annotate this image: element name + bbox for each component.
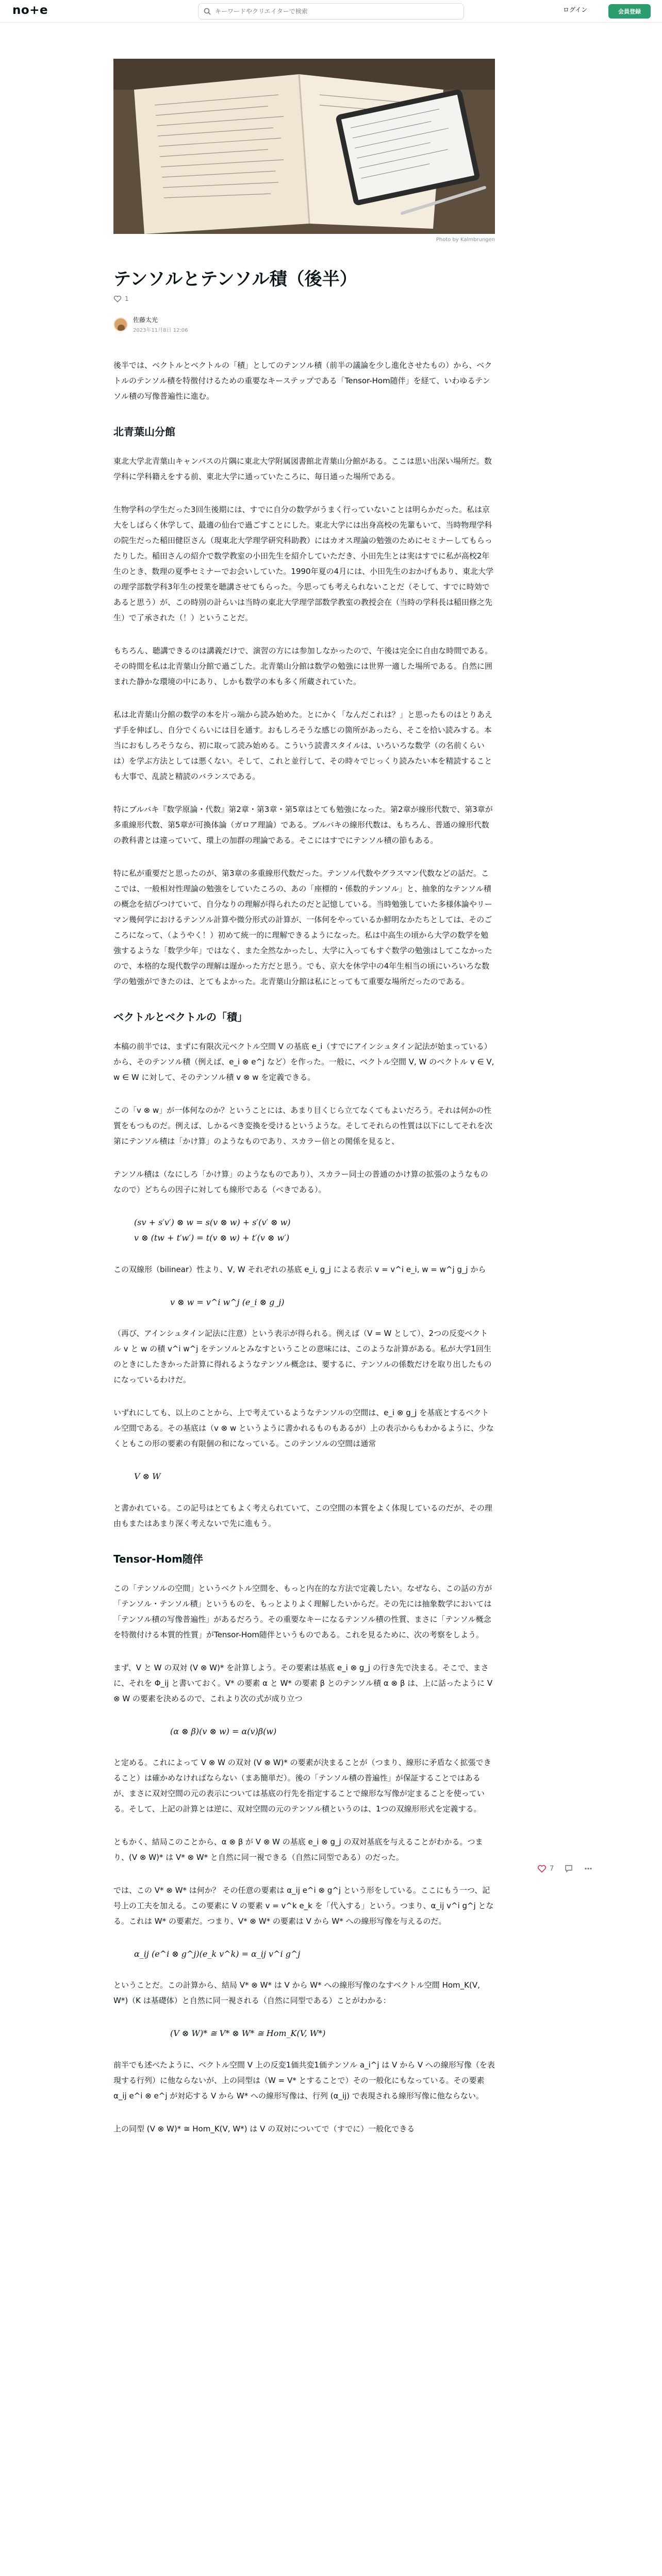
search-input[interactable] (215, 8, 452, 15)
eyecatch-illustration (113, 59, 495, 234)
author-block[interactable] (113, 315, 188, 333)
equation: α_ij (e^i ⊗ g^j)(e_k v^k) = α_ij v^i g^j (134, 1948, 301, 1959)
author-name[interactable]: 佐藤太光 (133, 316, 158, 324)
photo-credit: Photo by Kalmbrungen (436, 237, 495, 243)
equation-line: v ⊗ (tw + t′w′) = t(v ⊗ w) + t′(v ⊗ w′) (134, 1233, 290, 1243)
paragraph: この「テンソルの空間」というベクトル空間を、もっと内在的な方法で定義したい。なぜなら、この話の方が「テンソル・テンソル積」というものを、もっとよりよく理解したいからだ。その先には抽象数学においては「テンソル積の写像普遍性」があるだろう。その重要なキーになるテンソル積の性質、まさに「テンソル概念を特徴付ける本質的性質」がTensor-Hom随伴というものである。これを見るために、次の考察をしよう。 (113, 1583, 492, 1639)
side-like-count[interactable]: 7 (550, 1865, 554, 1873)
section-heading: ベクトルとベクトルの「積」 (113, 1011, 247, 1023)
equation (134, 1215, 495, 1246)
paragraph: ということだ。この計算から、結局 V* ⊗ W* は V から W* への線形写像のなすベクトル空間 Hom_K(V, W*)（K は基礎体）と自然に同一視される（自然に同型である）ことがわかる： (113, 1980, 480, 2006)
paragraph: 特にブルバキ『数学原論・代数』第2章・第3章・第5章はとても勉強になった。第2章が線形代数で、第3章が多重線形代数、第5章が可換体論（ガロア理論）である。ブルバキの線形代数は、もちろん、普通の線形代数の教科書とは違っていて、環上の加群の理論である。そこにはすでにテンソル積の節もある。 (113, 805, 493, 845)
login-link[interactable]: ログイン (563, 6, 588, 13)
paragraph: ともかく、結局このことから、α ⊗ β が V ⊗ W の基底 e_i ⊗ g_j の双対基底を与えることがわかる。つまり、(V ⊗ W)* は V* ⊗ W* と自然に同一視できる（自然に同型である）のだった。 (113, 1837, 483, 1862)
paragraph: この双線形（bilinear）性より、V, W それぞれの基底 e_i, g_j による表示 v = v^i e_i, w = w^j g_j から (113, 1264, 486, 1274)
equation: V ⊗ W (134, 1471, 161, 1482)
paragraph: 上の同型 (V ⊗ W)* ≅ Hom_K(V, W*) は V の双対についてで（すでに）一般化できる (113, 2124, 415, 2133)
paragraph: この「v ⊗ w」が一体何なのか？ということには、あまり目くじら立てなくてもよいだろう。それは何かの性質をもつものだ。例えば、しかるべき変換を受けるというような。そしてそれらの性質は以下にしてそれを次第にテンソル積は「かけ算」のようなものであり、スカラー倍との関係を見ると、 (113, 1106, 493, 1146)
article-body (113, 358, 495, 2154)
paragraph: （再び、アインシュタイン記法に注意）という表示が得られる。例えば（V = W として）、2つの反変ベクトル v と w の積 v^i w^j をテンソルとみなすということの意味には、このような計算がある。私が大学1回生のときにしたきかった計算に得れるようなテンソル概念は、要するに、テンソルの係数だけを取り出したものになっているわけだ。 (113, 1329, 492, 1385)
site-header (0, 0, 662, 23)
paragraph: いずれにしても、以上のことから、上で考えているようなテンソルの空間は、e_i ⊗ g_j を基底とするベクトル空間である。その基底は（v ⊗ w というように書かれるものもあるが）上の表示からもわかるように、少なくともこの形の要素の有限個の和になっている。このテンソルの空間は通常 (113, 1408, 494, 1449)
equation: v ⊗ w = v^i w^j (e_i ⊗ g_j) (170, 1297, 285, 1307)
like-bar (113, 295, 129, 303)
avatar[interactable] (113, 317, 128, 332)
eyecatch-image (113, 59, 495, 234)
paragraph: 本稿の前半では、まずに有限次元ベクトル空間 V の基底 e_i（すでにアインシュタイン記法が始まっている）から、そのテンソル積（例えば、e_i ⊗ e^j など）を作った。一般に、ベクトル空間 V, W のベクトル v ∈ V, w ∈ W に対して、そのテンソル積 v ⊗ w を定義できる。 (113, 1042, 494, 1082)
paragraph: 後半では、ベクトルとベクトルの「積」としてのテンソル積（前半の議論を少し進化させたもの）から、ベクトルのテンソル積を特徴付けるための重要なキーステップである「Tensor-Hom随伴」を経て、いわゆるテンソル積の写像普遍性に進む。 (113, 361, 492, 401)
heart-icon[interactable] (537, 1864, 547, 1873)
section-heading: Tensor-Hom随伴 (113, 1552, 203, 1565)
paragraph: 東北大学北青葉山キャンパスの片隅に東北大学附属図書館北青葉山分館がある。ここは思い出深い場所だ。数学科に学科籍えをする前、東北大学に通っていたころに、毎日通った場所である。 (113, 456, 492, 481)
more-icon[interactable] (584, 1864, 593, 1873)
search-box[interactable] (198, 3, 464, 20)
paragraph: 生物学科の学生だった3回生後期には、すでに自分の数学がうまく行っていないことは明らかだった。私は京大をしばらく休学して、最適の仙台で過ごすことにした。東北大学には出身高校の先輩もいて、当時物理学科の院生だった稲田健臣さん（現東北大学理学研究科助教）にはカオス理論の勉強のためにセミナーしてもらったりした。稲田さんの紹介で数学教室の小田先生を紹介していただき、小田先生とは実はすでに私が高校2年生のとき、数理の夏季セミナーでお会いしていた。1990年夏の4月には、小田先生のおかげもあり、東北大学の理学部数学科3年生の授業を聴講させてもらった。今思っても考えられないことだ（そして、すでに時効であると思う）が、この時別の計らいは当時の東北大学理学部数学教室の教授会在（当時の学科長は稲田修之先生）で了承された（！）ということだ。 (113, 505, 494, 622)
paragraph: と定める。これによって V ⊗ W の双対 (V ⊗ W)* の要素が決まることが（つまり、線形に矛盾なく拡張できること）は確かめなければならない（まあ簡単だ）。後の「テンソル積の普遍性」が保証することではあるが、まさに双対空間の元の表示については基底の行先を指定することで線形な写像が定まることを使っている。そして、上記の計算とは逆に、双対空間の元のテンソル積というのは、1つの双線形形式を定義する。 (113, 1757, 491, 1814)
signup-button[interactable]: 会員登録 (608, 4, 651, 19)
equation-line: (sv + s′v′) ⊗ w = s(v ⊗ w) + s′(v′ ⊗ w) (134, 1217, 291, 1227)
paragraph: まず、V と W の双対 (V ⊗ W)* を計算しよう。その要素は基底 e_i ⊗ g_j の行き先で決まる。そこで、まさに、それを Φ_ij と書いておく。V* の要素 α と W* の要素 β とのテンソル積 α ⊗ β は、上に話ったように V ⊗ W の要素を決めるので、これより次の式が成り立つ (113, 1663, 493, 1703)
paragraph: 前半でも述べたように、ベクトル空間 V 上の反変1価共変1価テンソル a_i^j は V から V への線形写像（を表現する行列）に他ならないが、上の同型は（W = V* とすることで）その一般化にもなっている。その要素 α_ij e^i ⊗ e^j が対応する V から W* への線形写像は、行列 (α_ij) で表現される線形写像に他ならない。 (113, 2060, 495, 2100)
paragraph: もちろん、聴講できるのは講義だけで、演習の方には参加しなかったので、午後は完全に自由な時間である。その時間を私は北青葉山分館で過ごした。北青葉山分館は数学の勉強には世界一適した場所である。自然に囲まれた静かな環境の中にあり、しかも数学の本も多く所蔵されていた。 (113, 646, 493, 686)
section-heading: 北青葉山分館 (113, 426, 175, 438)
note-logo[interactable]: no+e (12, 4, 48, 17)
paragraph: テンソル積は（なにしろ「かけ算」のようなものであり）、スカラー同士の普通のかけ算の拡張のようなものなので）どちらの因子に対しても線形である（べきである）。 (113, 1170, 488, 1194)
comment-icon[interactable] (564, 1864, 573, 1873)
equation: (V ⊗ W)* ≅ V* ⊗ W* ≅ Hom_K(V, W*) (170, 2028, 326, 2039)
side-like[interactable] (537, 1864, 554, 1873)
article-title: テンソルとテンソル積（後半） (113, 269, 357, 290)
publish-date: 2023年11月8日 12:06 (133, 328, 188, 333)
paragraph: 私は北青葉山分館の数学の本を片っ端から読み始めた。とにかく「なんだこれは？」と思ったものはとりあえず手を伸ばし、自分でくらいには目を通す。おもしろそうな感じの箇所があったら、そこを拾い読みする。本当におもしろそうなら、初に取って読み始める。こういう読書スタイルは、いろいろな数学（の名前くらいは）を学ぶ方法としては悪くない。そして、これと並行して、その時々でじっくり読みたい本を精読することも大事で、乱読と精読のバランスである。 (113, 710, 493, 781)
floating-actions (537, 1864, 593, 1873)
search-icon (204, 8, 211, 15)
paragraph: と書かれている。この記号はとてもよく考えられていて、この空間の本質をよく体現しているのだが、その理由もまたはあまり深く考えないで先に進もう。 (113, 1503, 492, 1528)
like-count[interactable]: 1 (125, 295, 129, 302)
paragraph: 特に私が重要だと思ったのが、第3章の多重線形代数だった。テンソル代数やグラスマン代数などの話だ。ここでは、一般相対性理論の勉強をしていたころの、あの「座標的・係数的テンソル」と、抽象的なテンソル積の概念を結びつけていて、自分なりの理解が得られたのだと記憶している。当時勉強していた多様体論やリーマン幾何学におけるテンソル計算や微分形式の計算が、一体何をやっているか鮮明なかたちとしては、そのごころになって、（ようやく！）初めて統一的に理解できるようになった。私は中高生の頃から大学の数学を勉強するような「数学少年」ではなく、また全然なかったし、大学に入ってもすぐ数学の勉強はしてこなかったので、本格的な現代数学の理解は遅かった方だと思う。でも、京大を休学中の4年生相当の頃にいろいろな数学の勉強ができたのは、とてもよかった。北青葉山分館は私にとってもて重要な場所だったのである。 (113, 869, 492, 986)
equation: (α ⊗ β)(v ⊗ w) = α(v)β(w) (170, 1726, 277, 1736)
paragraph: では、この V* ⊗ W* は何か？ その任意の要素は α_ij e^i ⊗ g^j という形をしている。ここにもう一つ、記号上の工夫を加える。この要素に V の要素 v = v^k e_k を「代入する」という。つまり、α_ij v^i g^j となる。これは W* の要素だ。つまり、V* ⊗ W* の要素は V から W* への線形写像を与えるのだ。 (113, 1885, 494, 1926)
heart-icon[interactable] (113, 295, 122, 303)
